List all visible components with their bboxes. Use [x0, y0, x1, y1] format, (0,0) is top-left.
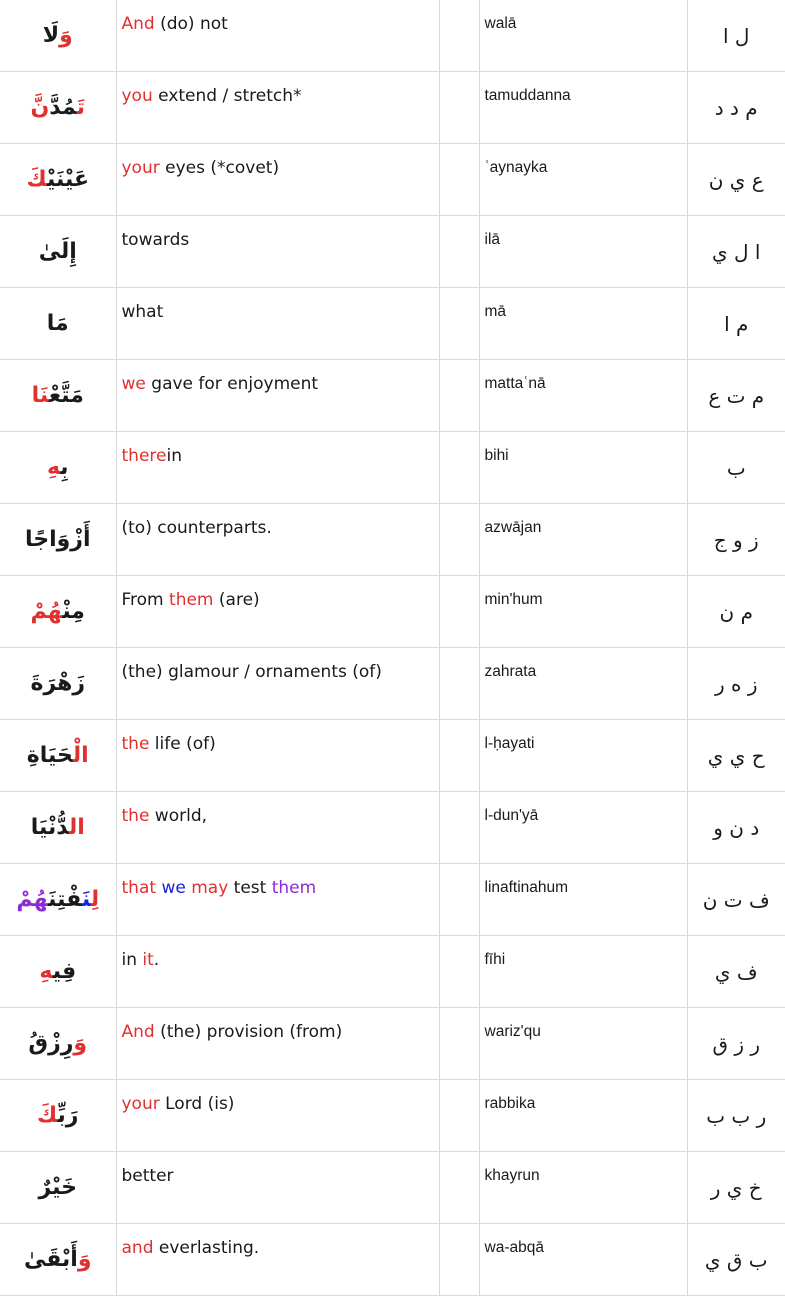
table-row	[0, 1152, 785, 1224]
transliteration	[479, 144, 687, 216]
root-letters-text: ر ز ق	[712, 1031, 761, 1056]
transliteration	[479, 936, 687, 1008]
arabic-word-segment: لِ	[90, 887, 100, 912]
arabic-word-segment: فِي	[52, 959, 77, 984]
transliteration-text: zahrata	[484, 663, 537, 680]
root-letters	[687, 576, 785, 648]
spacer-cell	[439, 792, 479, 864]
english-meaning-segment: eyes (*covet)	[159, 158, 280, 178]
arabic-word-segment: هُمْ	[30, 599, 63, 624]
arabic-word	[0, 864, 116, 936]
english-meaning-segment: gave for enjoyment	[145, 374, 319, 394]
root-letters-text: ز و ج	[713, 527, 759, 552]
root-letters-text: ل ا	[723, 23, 750, 48]
english-meaning-segment: (the) glamour / ornaments (of)	[121, 662, 382, 682]
english-meaning	[116, 864, 439, 936]
root-letters	[687, 216, 785, 288]
transliteration-text: fīhi	[484, 951, 506, 968]
root-letters	[687, 432, 785, 504]
root-letters-text: ب ق ي	[704, 1247, 768, 1272]
transliteration	[479, 1008, 687, 1080]
english-meaning-segment: them	[271, 878, 317, 898]
arabic-word-segment: خَيْرٌ	[38, 1175, 78, 1200]
arabic-word-segment: إِلَىٰ	[38, 239, 77, 264]
root-letters	[687, 792, 785, 864]
transliteration-text: ilā	[484, 231, 501, 248]
root-letters-text: م د د	[714, 95, 758, 120]
english-meaning	[116, 288, 439, 360]
arabic-word-segment: تَ	[76, 95, 85, 120]
transliteration-text: azwājan	[484, 519, 542, 536]
transliteration-text: l-dun'yā	[484, 807, 539, 824]
english-meaning-segment: the	[121, 806, 150, 826]
spacer-cell	[439, 936, 479, 1008]
english-meaning-segment: (do) not	[154, 14, 228, 34]
table-row	[0, 720, 785, 792]
arabic-word-segment: نَ	[81, 887, 91, 912]
table-row	[0, 936, 785, 1008]
english-meaning-segment: what	[121, 302, 164, 322]
transliteration-text: mattaʿnā	[484, 375, 546, 392]
english-meaning	[116, 504, 439, 576]
arabic-word-segment: وَ	[77, 1247, 92, 1272]
english-meaning-segment: your	[121, 1094, 160, 1114]
arabic-word-segment: رِزْقُ	[28, 1031, 74, 1056]
arabic-word	[0, 1224, 116, 1296]
root-letters	[687, 1224, 785, 1296]
transliteration-text: min'hum	[484, 591, 543, 608]
arabic-word-segment: هِ	[39, 959, 53, 984]
transliteration-text: l-ḥayati	[484, 735, 535, 752]
transliteration	[479, 576, 687, 648]
arabic-word-segment: كَ	[37, 1103, 58, 1128]
transliteration	[479, 648, 687, 720]
table-row	[0, 216, 785, 288]
root-letters	[687, 864, 785, 936]
arabic-word	[0, 720, 116, 792]
table-row	[0, 1008, 785, 1080]
spacer-cell	[439, 1224, 479, 1296]
transliteration-text: rabbika	[484, 1095, 536, 1112]
english-meaning-segment: it	[142, 950, 154, 970]
arabic-word	[0, 432, 116, 504]
english-meaning-segment: and	[121, 1238, 154, 1258]
root-letters	[687, 72, 785, 144]
english-meaning-segment: extend / stretch*	[152, 86, 302, 106]
english-meaning	[116, 576, 439, 648]
arabic-word-segment: عَيْنَيْ	[47, 167, 89, 192]
transliteration-text: linaftinahum	[484, 879, 569, 896]
transliteration-text: wariz'qu	[484, 1023, 541, 1040]
table-row	[0, 144, 785, 216]
spacer-cell	[439, 1152, 479, 1224]
table-row	[0, 576, 785, 648]
transliteration	[479, 1224, 687, 1296]
table-row	[0, 72, 785, 144]
english-meaning-segment: that	[121, 878, 157, 898]
table-row	[0, 360, 785, 432]
arabic-word-segment: مَتَّعْ	[48, 383, 84, 408]
root-letters	[687, 1008, 785, 1080]
root-letters-text: ف ت ن	[702, 887, 770, 912]
table-row	[0, 0, 785, 72]
arabic-word	[0, 792, 116, 864]
transliteration-text: khayrun	[484, 1167, 540, 1184]
transliteration	[479, 0, 687, 72]
arabic-word	[0, 576, 116, 648]
english-meaning-segment: .	[153, 950, 160, 970]
table-row	[0, 648, 785, 720]
english-meaning	[116, 1008, 439, 1080]
english-meaning-segment: the	[121, 734, 150, 754]
root-letters	[687, 648, 785, 720]
spacer-cell	[439, 288, 479, 360]
english-meaning-segment: (are)	[213, 590, 260, 610]
arabic-word-segment: أَبْقَىٰ	[23, 1247, 78, 1272]
root-letters-text: ح ي ي	[707, 743, 765, 768]
root-letters	[687, 936, 785, 1008]
spacer-cell	[439, 432, 479, 504]
transliteration	[479, 288, 687, 360]
table-row	[0, 432, 785, 504]
transliteration	[479, 1080, 687, 1152]
arabic-word-segment: مَا	[46, 311, 69, 336]
arabic-word-segment: مِنْ	[62, 599, 85, 624]
english-meaning	[116, 360, 439, 432]
root-letters	[687, 504, 785, 576]
transliteration	[479, 720, 687, 792]
english-meaning-segment: Lord (is)	[159, 1094, 235, 1114]
arabic-word	[0, 360, 116, 432]
spacer-cell	[439, 216, 479, 288]
english-meaning-segment: in	[166, 446, 182, 466]
arabic-word-segment: وَ	[73, 1031, 88, 1056]
arabic-word	[0, 504, 116, 576]
spacer-cell	[439, 504, 479, 576]
spacer-cell	[439, 576, 479, 648]
table-row	[0, 288, 785, 360]
english-meaning	[116, 144, 439, 216]
arabic-word-segment: لَا	[42, 23, 60, 48]
english-meaning-segment: towards	[121, 230, 190, 250]
root-letters	[687, 1152, 785, 1224]
transliteration-text: walā	[484, 15, 517, 32]
spacer-cell	[439, 1008, 479, 1080]
arabic-word	[0, 1152, 116, 1224]
transliteration-text: mā	[484, 303, 507, 320]
transliteration	[479, 72, 687, 144]
english-meaning	[116, 648, 439, 720]
english-meaning	[116, 1080, 439, 1152]
table-row	[0, 504, 785, 576]
arabic-word	[0, 1080, 116, 1152]
root-letters-text: ا ل ي	[712, 239, 761, 264]
arabic-word	[0, 288, 116, 360]
spacer-cell	[439, 720, 479, 792]
arabic-word	[0, 1008, 116, 1080]
root-letters-text: خ ي ر	[710, 1175, 762, 1200]
english-meaning-segment: And	[121, 1022, 155, 1042]
arabic-word	[0, 72, 116, 144]
root-letters-text: ع ي ن	[708, 167, 764, 192]
transliteration-text: bihi	[484, 447, 509, 464]
spacer-cell	[439, 360, 479, 432]
arabic-word-segment: دُّنْيَا	[30, 815, 69, 840]
english-meaning	[116, 72, 439, 144]
english-meaning	[116, 792, 439, 864]
root-letters-text: د ن و	[713, 815, 760, 840]
spacer-cell	[439, 144, 479, 216]
arabic-word-segment: فْتِنَ	[48, 887, 82, 912]
arabic-word-segment: حَيَاةِ	[26, 743, 73, 768]
arabic-word-segment: هِ	[46, 455, 61, 480]
root-letters-text: م ت ع	[708, 383, 765, 408]
arabic-word-segment: كَ	[26, 167, 47, 192]
transliteration-text: tamuddanna	[484, 87, 571, 104]
english-meaning-segment: everlasting.	[153, 1238, 260, 1258]
arabic-word	[0, 648, 116, 720]
spacer-cell	[439, 648, 479, 720]
root-letters-text: ب	[726, 455, 746, 480]
transliteration	[479, 216, 687, 288]
transliteration	[479, 792, 687, 864]
english-meaning-segment: we	[121, 374, 146, 394]
root-letters	[687, 720, 785, 792]
transliteration	[479, 1152, 687, 1224]
spacer-cell	[439, 864, 479, 936]
english-meaning	[116, 936, 439, 1008]
transliteration-text: ʿaynayka	[484, 159, 548, 176]
arabic-word-segment: نَا	[31, 383, 49, 408]
arabic-word-segment: رَبِّ	[57, 1103, 79, 1128]
arabic-word	[0, 936, 116, 1008]
root-letters-text: ف ي	[714, 959, 758, 984]
english-meaning-segment: (to) counterparts.	[121, 518, 272, 538]
english-meaning	[116, 432, 439, 504]
english-meaning-segment: test	[228, 878, 272, 898]
english-meaning	[116, 216, 439, 288]
root-letters	[687, 288, 785, 360]
root-letters-text: ز ه ر	[714, 671, 758, 696]
root-letters-text: ر ب ب	[706, 1103, 767, 1128]
english-meaning-segment: better	[121, 1166, 174, 1186]
transliteration	[479, 864, 687, 936]
english-meaning-segment: From	[121, 590, 170, 610]
spacer-cell	[439, 0, 479, 72]
spacer-cell	[439, 1080, 479, 1152]
table-row	[0, 864, 785, 936]
arabic-word-segment: مُدَّ	[49, 95, 77, 120]
english-meaning	[116, 1152, 439, 1224]
root-letters	[687, 144, 785, 216]
english-meaning-segment: your	[121, 158, 160, 178]
arabic-word	[0, 0, 116, 72]
english-meaning-segment: you	[121, 86, 153, 106]
english-meaning-segment: we	[161, 878, 186, 898]
root-letters	[687, 1080, 785, 1152]
english-meaning	[116, 0, 439, 72]
arabic-word-segment: بِ	[60, 455, 69, 480]
english-meaning	[116, 1224, 439, 1296]
transliteration-text: wa-abqā	[484, 1239, 544, 1256]
arabic-word	[0, 144, 116, 216]
root-letters	[687, 360, 785, 432]
english-meaning-segment: there	[121, 446, 167, 466]
table-row	[0, 1224, 785, 1296]
transliteration	[479, 360, 687, 432]
english-meaning-segment: may	[191, 878, 229, 898]
english-meaning-segment: And	[121, 14, 155, 34]
table-row	[0, 1080, 785, 1152]
arabic-word-segment: الْ	[72, 743, 89, 768]
arabic-word-segment: نَّ	[30, 95, 50, 120]
arabic-word-segment: ال	[68, 815, 85, 840]
arabic-word-segment: زَهْرَةَ	[30, 671, 86, 696]
arabic-word-segment: وَ	[59, 23, 73, 48]
transliteration	[479, 504, 687, 576]
english-meaning-segment: in	[121, 950, 143, 970]
english-meaning-segment: world,	[149, 806, 208, 826]
table-row	[0, 792, 785, 864]
arabic-word	[0, 216, 116, 288]
root-letters	[687, 0, 785, 72]
english-meaning-segment: life (of)	[149, 734, 216, 754]
arabic-word-segment: هُمْ	[16, 887, 49, 912]
english-meaning	[116, 720, 439, 792]
root-letters-text: م ن	[719, 599, 753, 624]
transliteration	[479, 432, 687, 504]
english-meaning-segment: (the) provision (from)	[154, 1022, 343, 1042]
spacer-cell	[439, 72, 479, 144]
english-meaning-segment: them	[169, 590, 214, 610]
arabic-word-segment: أَزْوَاجًا	[24, 527, 91, 552]
root-letters-text: م ا	[724, 311, 749, 336]
